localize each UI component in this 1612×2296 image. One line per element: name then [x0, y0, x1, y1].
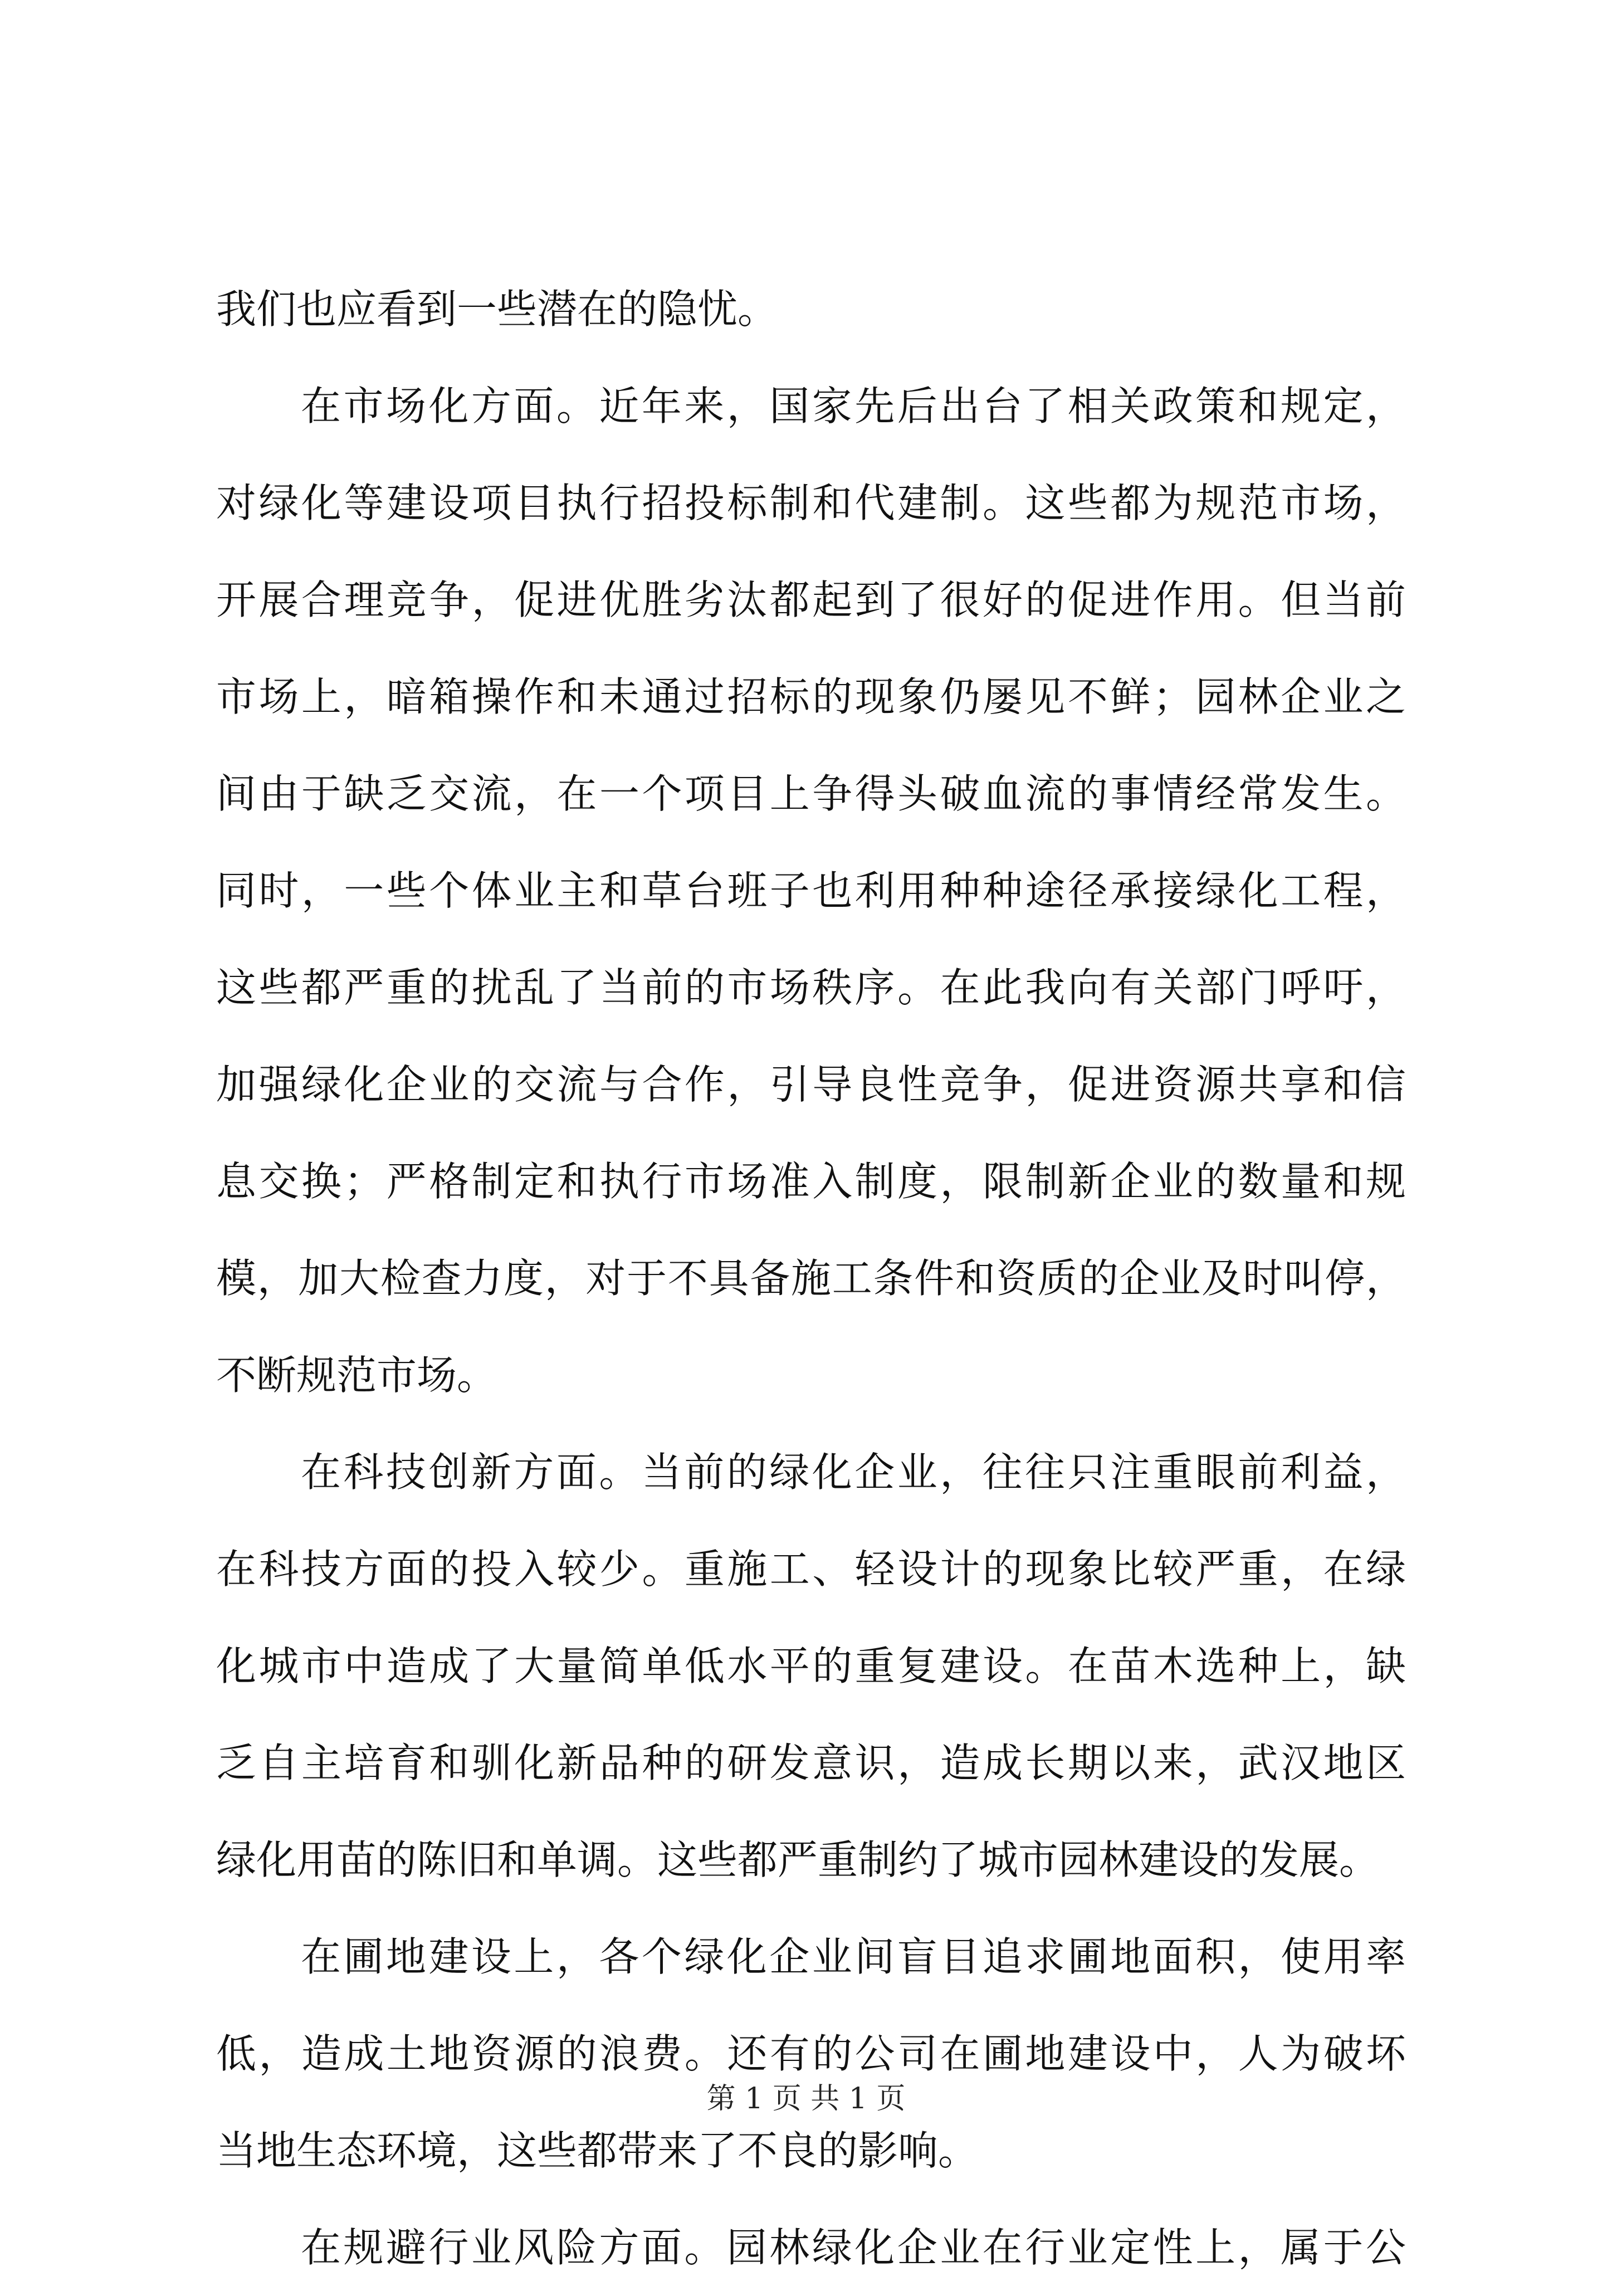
text-line: 间由于缺乏交流，在一个项目上争得头破血流的事情经常发生。	[216, 770, 1406, 817]
text-line: 在科技方面的投入较少。重施工、轻设计的现象比较严重，在绿	[216, 1546, 1406, 1592]
text-line: 在科技创新方面。当前的绿化企业，往往只注重眼前利益，	[301, 1449, 1406, 1496]
text-line: 这些都严重的扰乱了当前的市场秩序。在此我向有关部门呼吁，	[216, 964, 1406, 1011]
text-line: 不断规范市场。	[216, 1352, 497, 1399]
text-line: 乏自主培育和驯化新品种的研发意识，造成长期以来，武汉地区	[216, 1740, 1406, 1786]
text-line: 对绿化等建设项目执行招投标制和代建制。这些都为规范市场，	[216, 480, 1406, 526]
text-line: 开展合理竞争，促进优胜劣汰都起到了很好的促进作用。但当前	[216, 577, 1406, 623]
text-line: 当地生态环境，这些都带来了不良的影响。	[216, 2127, 979, 2174]
text-line: 在规避行业风险方面。园林绿化企业在行业定性上，属于公	[301, 2224, 1406, 2271]
text-line: 低，造成土地资源的浪费。还有的公司在圃地建设中，人为破坏	[216, 2030, 1406, 2077]
text-line: 绿化用苗的陈旧和单调。这些都严重制约了城市园林建设的发展。	[216, 1836, 1380, 1883]
text-line: 化城市中造成了大量简单低水平的重复建设。在苗木选种上，缺	[216, 1643, 1406, 1689]
text-line: 在市场化方面。近年来，国家先后出台了相关政策和规定，	[301, 383, 1406, 429]
text-line: 我们也应看到一些潜在的隐忧。	[216, 286, 778, 333]
text-line: 加强绿化企业的交流与合作，引导良性竞争，促进资源共享和信	[216, 1061, 1406, 1108]
text-line: 模，加大检查力度，对于不具备施工条件和资质的企业及时叫停，	[216, 1255, 1406, 1302]
text-line: 在圃地建设上，各个绿化企业间盲目追求圃地面积，使用率	[301, 1933, 1406, 1980]
page-footer: 第 1 页 共 1 页	[706, 2082, 906, 2116]
text-line: 市场上，暗箱操作和未通过招标的现象仍屡见不鲜；园林企业之	[216, 673, 1406, 720]
body-text	[216, 261, 1406, 2296]
text-line: 同时，一些个体业主和草台班子也利用种种途径承接绿化工程，	[216, 867, 1406, 914]
text-line: 息交换；严格制定和执行市场准入制度，限制新企业的数量和规	[216, 1158, 1406, 1205]
